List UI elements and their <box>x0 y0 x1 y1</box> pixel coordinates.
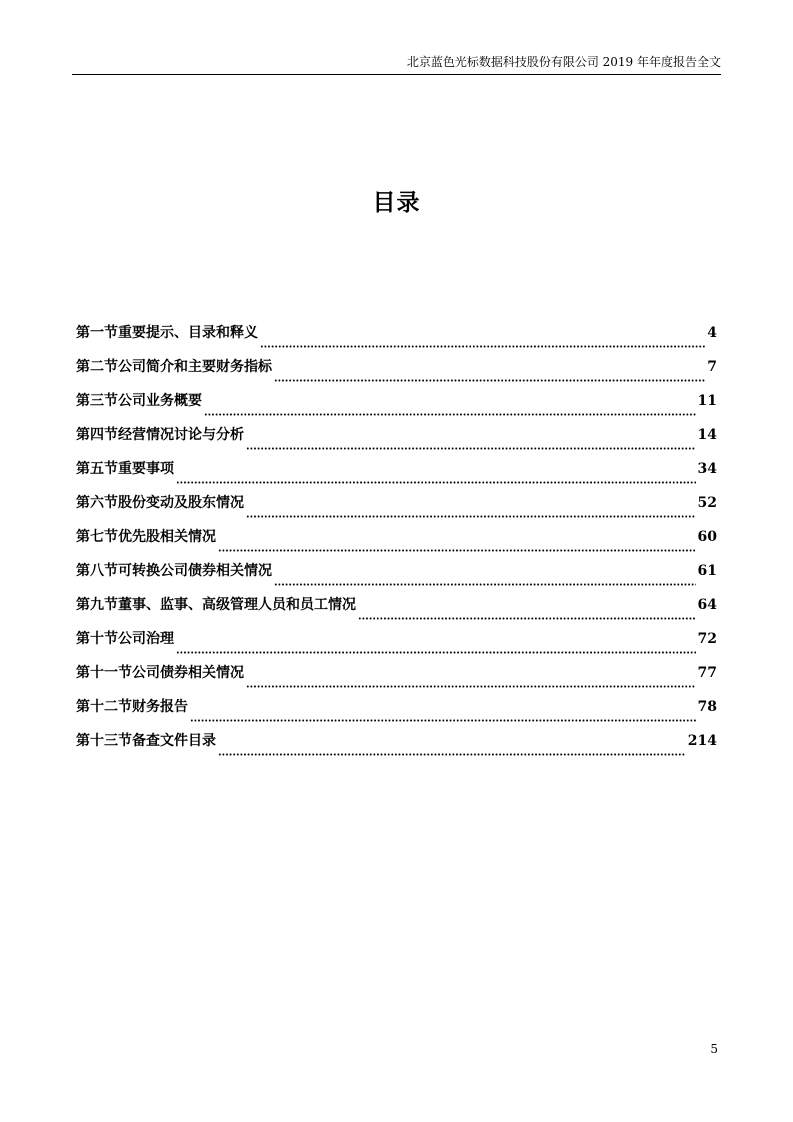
toc-entry[interactable] <box>76 628 717 662</box>
toc-entry-page: 60 <box>697 529 717 545</box>
toc-entry-label: 第二节公司简介和主要财务指标 <box>76 359 272 375</box>
toc-entry[interactable] <box>76 458 717 492</box>
toc-dot-leader <box>176 472 696 484</box>
toc-entry-page: 52 <box>697 495 717 511</box>
toc-entry-page: 77 <box>697 665 717 681</box>
toc-dot-leader <box>218 540 696 552</box>
toc-entry-label: 第十一节公司债券相关情况 <box>76 665 244 681</box>
toc-dot-leader <box>190 710 696 722</box>
toc-entry[interactable] <box>76 424 717 458</box>
toc-dot-leader <box>176 642 696 654</box>
toc-entry-page: 72 <box>697 631 717 647</box>
toc-entry[interactable] <box>76 356 717 390</box>
toc-entry-label: 第七节优先股相关情况 <box>76 529 216 545</box>
toc-entry-label: 第十节公司治理 <box>76 631 174 647</box>
toc-entry-label: 第十二节财务报告 <box>76 699 188 715</box>
page-header <box>72 52 721 75</box>
toc-entry[interactable] <box>76 594 717 628</box>
toc-dot-leader <box>358 608 696 620</box>
toc-dot-leader <box>260 336 705 348</box>
toc-entry[interactable] <box>76 662 717 696</box>
toc-entry-page: 78 <box>697 699 717 715</box>
toc-dot-leader <box>246 438 696 450</box>
toc-entry[interactable] <box>76 696 717 730</box>
toc-entry-label: 第六节股份变动及股东情况 <box>76 495 244 511</box>
toc-entry-label: 第四节经营情况讨论与分析 <box>76 427 244 443</box>
footer-page-number: 5 <box>710 1042 718 1056</box>
header-title: 北京蓝色光标数据科技股份有限公司 2019 年年度报告全文 <box>406 55 721 69</box>
toc-dot-leader <box>218 744 686 756</box>
toc-entry[interactable] <box>76 526 717 560</box>
toc-dot-leader <box>274 574 696 586</box>
toc-entry-label: 第八节可转换公司债券相关情况 <box>76 563 272 579</box>
toc-entry-label: 第一节重要提示、目录和释义 <box>76 325 258 341</box>
toc-entry-page: 4 <box>707 325 717 341</box>
toc-entry-page: 61 <box>697 563 717 579</box>
toc-entry-page: 34 <box>697 461 717 477</box>
toc-entry[interactable] <box>76 390 717 424</box>
toc-entry[interactable] <box>76 322 717 356</box>
toc-entry[interactable] <box>76 492 717 526</box>
toc-entry-label: 第三节公司业务概要 <box>76 393 202 409</box>
toc-entry-page: 14 <box>697 427 717 443</box>
toc-entry-page: 11 <box>697 393 717 409</box>
page-title: 目录 <box>372 189 421 216</box>
toc-dot-leader <box>246 506 696 518</box>
toc-entry-page: 214 <box>687 733 717 749</box>
toc-dot-leader <box>204 404 696 416</box>
toc-entry-label: 第十三节备查文件目录 <box>76 733 216 749</box>
table-of-contents <box>76 322 717 764</box>
toc-dot-leader <box>274 370 705 382</box>
toc-entry-label: 第五节重要事项 <box>76 461 174 477</box>
toc-entry[interactable] <box>76 730 717 764</box>
toc-entry[interactable] <box>76 560 717 594</box>
toc-dot-leader <box>246 676 696 688</box>
toc-entry-label: 第九节董事、监事、高级管理人员和员工情况 <box>76 597 356 613</box>
toc-entry-page: 64 <box>697 597 717 613</box>
toc-entry-page: 7 <box>707 359 717 375</box>
